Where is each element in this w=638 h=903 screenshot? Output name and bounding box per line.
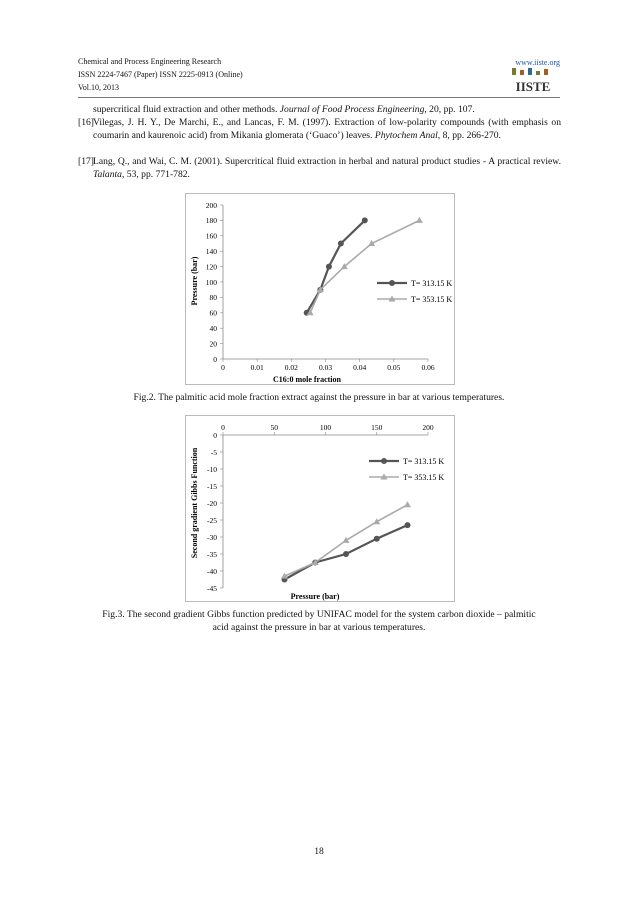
x-tick-label: 0.04: [353, 363, 367, 372]
y-tick-label: 20: [209, 339, 217, 349]
data-point: [343, 551, 349, 557]
legend-marker: [389, 280, 395, 286]
legend-label: T= 313.15 K: [403, 457, 445, 466]
legend-label: T= 353.15 K: [411, 295, 453, 304]
reference-journal: Journal of Food Process Engineering: [279, 104, 425, 115]
x-tick-label: 100: [319, 423, 332, 432]
reference-journal: Phytochem Anal: [374, 130, 438, 141]
legend-marker: [381, 458, 387, 464]
y-tick-label: 120: [205, 262, 217, 272]
y-tick-label: 60: [209, 308, 217, 318]
y-tick-label: 180: [205, 216, 217, 226]
data-point: [362, 217, 368, 223]
reference-tail: , 20, pp. 107.: [424, 104, 475, 115]
y-tick-label: 160: [205, 231, 217, 241]
page-number: 18: [314, 846, 324, 857]
x-tick-label: 150: [371, 423, 383, 432]
y-tick-label: -25: [207, 515, 217, 525]
y-tick-label: -10: [207, 464, 217, 474]
y-tick-label: -30: [207, 532, 217, 542]
reference-number: [17]: [78, 156, 94, 167]
volume-line: Vol.10, 2013: [78, 83, 119, 92]
y-tick-label: 100: [205, 277, 217, 287]
reference-tail: , 53, pp. 771-782.: [121, 169, 190, 180]
reference-16: [78, 116, 561, 142]
fig3-ylabel: Second gradient Gibbs Function: [190, 447, 199, 559]
fig2-caption: Fig.2. The palmitic acid mole fraction extract against the pressure in bar at various temperatures.: [133, 392, 505, 403]
x-tick-label: 0.02: [284, 363, 298, 372]
x-tick-label: 50: [270, 423, 278, 432]
logo-lettering: IISTE: [515, 79, 551, 94]
reference-tail: , 8, pp. 266-270.: [437, 130, 501, 141]
x-tick-label: 200: [422, 423, 434, 432]
x-tick-label: 0: [221, 423, 225, 432]
fig3-xlabel: Pressure (bar): [290, 592, 340, 601]
y-tick-label: 40: [209, 324, 217, 333]
x-tick-label: 0.05: [387, 363, 401, 372]
y-tick-label: 200: [205, 200, 217, 210]
reference-continuation: [78, 103, 561, 116]
fig2-ylabel: Pressure (bar): [190, 256, 199, 306]
data-point: [405, 522, 411, 528]
y-tick-label: -20: [207, 498, 217, 508]
data-point: [326, 264, 332, 270]
header-rule: [78, 97, 560, 98]
reference-text: supercritical fluid extraction and other methods.: [93, 104, 280, 115]
y-tick-label: -5: [210, 447, 217, 457]
y-tick-label: 0: [213, 354, 217, 364]
y-tick-label: -45: [207, 583, 217, 593]
reference-17: [78, 155, 561, 181]
journal-url-link[interactable]: www.iiste.org: [515, 58, 560, 67]
journal-name: Chemical and Process Engineering Research: [78, 57, 222, 66]
fig2-xlabel: C16:0 mole fraction: [273, 375, 341, 384]
legend-label: T= 353.15 K: [403, 473, 445, 482]
reference-text: Lang, Q., and Wai, C. M. (2001). Supercritical fluid extraction in herbal and natural product studies - A practical review.: [93, 156, 561, 167]
y-tick-label: -40: [207, 566, 217, 576]
reference-text: Vilegas, J. H. Y., De Marchi, E., and Lancas, F. M. (1997). Extraction of low-polarity compounds (with emphasis on coumarin and kaurenoic acid) from Mikania glomerata (‘Guaco’) leaves.: [93, 117, 561, 141]
y-tick-label: 140: [205, 247, 217, 256]
y-tick-label: -35: [207, 549, 217, 559]
legend-label: T= 313.15 K: [411, 279, 453, 288]
x-tick-label: 0.06: [421, 363, 435, 372]
issn-line: ISSN 2224-7467 (Paper) ISSN 2225-0913 (Online): [78, 70, 243, 79]
fig3-caption-line: Fig.3. The second gradient Gibbs function predicted by UNIFAC model for the system carbon dioxide – palmitic: [102, 609, 536, 620]
y-tick-label: 80: [209, 293, 217, 303]
x-tick-label: 0: [221, 363, 225, 372]
fig2-chart: [185, 193, 455, 385]
data-point: [338, 241, 344, 247]
y-tick-label: -15: [207, 481, 217, 491]
x-tick-label: 0.03: [318, 363, 333, 372]
fig3-caption-line: acid against the pressure in bar at various temperatures.: [212, 622, 426, 633]
data-point: [374, 536, 380, 542]
reference-number: [16]: [78, 117, 94, 128]
reference-journal: Talanta: [93, 169, 122, 180]
fig3-chart: [185, 415, 455, 602]
x-tick-label: 0.01: [250, 363, 264, 372]
fig3-caption: [70, 608, 568, 634]
y-tick-label: 0: [213, 430, 217, 440]
iiste-logo: [510, 68, 556, 94]
